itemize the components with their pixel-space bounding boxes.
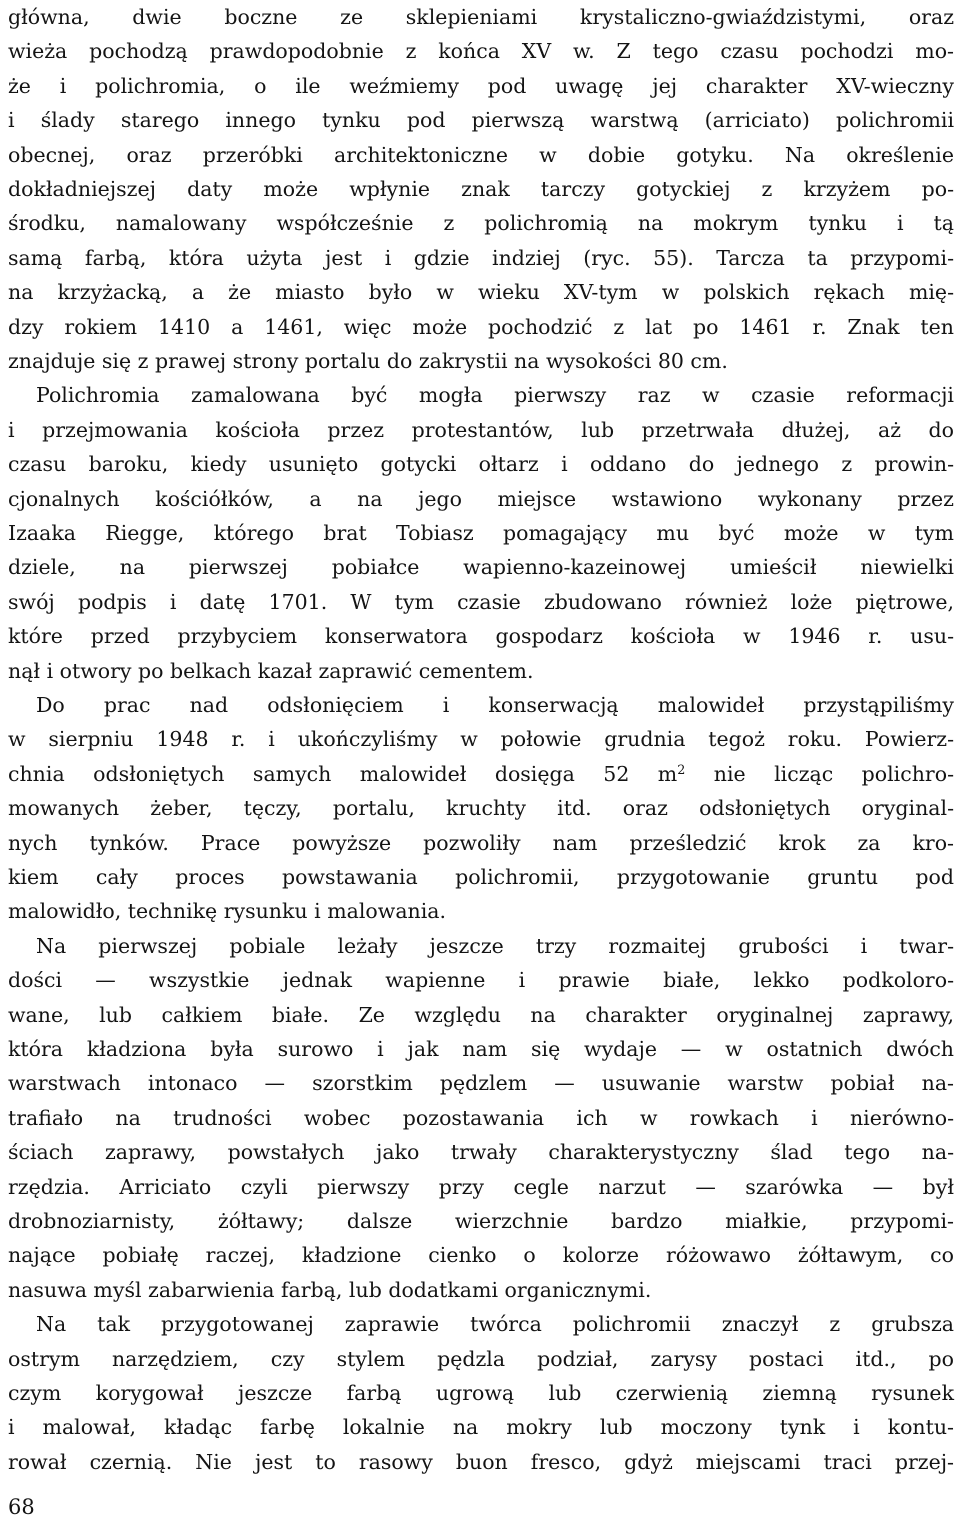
text-line: czym korygował jeszcze farbą ugrową lub czerwienią ziemną rysunek xyxy=(8,1381,954,1405)
text-line: dzy rokiem 1410 a 1461, więc może pochodzić z lat po 1461 r. Znak ten xyxy=(8,314,954,339)
text-line: cjonalnych kościółków, a na jego miejsce wstawiono wykonany przez xyxy=(8,486,954,511)
text-line: obecnej, oraz przeróbki architektoniczne w dobie gotyku. Na określenie xyxy=(8,142,954,167)
text-line: Polichromia zamalowana być mogła pierwszy raz w czasie reformacji xyxy=(36,383,954,408)
text-line: czasu baroku, kiedy usunięto gotycki ołtarz i oddano do jednego z prowin- xyxy=(8,452,954,477)
text-line: dokładniejszej daty może wpłynie znak tarczy gotyckiej z krzyżem po- xyxy=(8,177,954,201)
text-line: w sierpniu 1948 r. i ukończyliśmy w połowie grudnia tegoż roku. Powierz- xyxy=(8,727,954,752)
text-line: główna, dwie boczne ze sklepieniami krystaliczno-gwiaździstymi, oraz xyxy=(8,5,954,29)
text-line: drobnoziarnisty, żółtawy; dalsze wierzchnie bardzo miałkie, przypomi- xyxy=(8,1209,954,1233)
text-line: Na tak przygotowanej zaprawie twórca polichromii znaczył z grubsza xyxy=(36,1312,954,1337)
text-line: Izaaka Riegge, którego brat Tobiasz pomagający mu być może w tym xyxy=(8,521,954,545)
text-line: dziele, na pierwszej pobiałce wapienno-kazeinowej umieścił niewielki xyxy=(8,555,954,580)
text-line: chnia odsłoniętych samych malowideł dosięga 52 $m^2$ nie licząc polichro- xyxy=(8,761,954,786)
text-line: nasuwa myśl zabarwienia farbą, lub dodatkami organicznymi. xyxy=(8,1277,652,1302)
text-line: i przejmowania kościoła przez protestantów, lub przetrwała dłużej, aż do xyxy=(8,417,954,442)
text-line: ściach zaprawy, powstałych jako trwały charakterystyczny ślad tego na- xyxy=(8,1140,954,1165)
text-line: Na pierwszej pobiale leżały jeszcze trzy rozmaitej grubości i twar- xyxy=(36,933,954,958)
text-line: Do prac nad odsłonięciem i konserwacją malowideł przystąpiliśmy xyxy=(36,693,954,717)
text-line: wieża pochodzą prawdopodobnie z końca XV w. Z tego czasu pochodzi mo- xyxy=(8,39,954,64)
text-line: środku, namalowany współcześnie z polichromią na mokrym tynku i tą xyxy=(8,211,954,236)
text-line: nych tynków. Prace powyższe pozwoliły nam prześledzić krok za kro- xyxy=(8,830,954,855)
page-number: 68 xyxy=(8,1495,35,1519)
text-line: trafiało na trudności wobec pozostawania ich w rowkach i nierówno- xyxy=(8,1105,954,1130)
text-line: rzędzia. Arriciato czyli pierwszy przy cegle narzut — szarówka — był xyxy=(8,1174,954,1199)
text-line: mowanych żeber, tęczy, portalu, kruchty itd. oraz odsłoniętych oryginal- xyxy=(8,796,954,821)
text-line: że i polichromia, o ile weźmiemy pod uwagę jej charakter XV-wieczny xyxy=(8,73,954,98)
text-line: znajduje się z prawej strony portalu do zakrystii na wysokości 80 cm. xyxy=(8,349,728,373)
text-line: nął i otwory po belkach kazał zaprawić cementem. xyxy=(8,658,534,683)
text-line: swój podpis i datę 1701. W tym czasie zbudowano również loże piętrowe, xyxy=(8,589,954,614)
text-line: samą farbą, która użyta jest i gdzie indziej (ryc. 55). Tarcza ta przypomi- xyxy=(8,245,954,270)
text-line: nające pobiałę raczej, kładzione cienko o kolorze różowawo żółtawym, co xyxy=(8,1243,954,1268)
text-line: malowidło, technikę rysunku i malowania. xyxy=(8,899,447,924)
text-line: która kładziona była surowo i jak nam się wydaje — w ostatnich dwóch xyxy=(8,1037,954,1061)
text-line: i malował, kładąc farbę lokalnie na mokry lub moczony tynk i kontu- xyxy=(8,1415,954,1440)
text-line: na krzyżacką, a że miasto było w wieku XV-tym w polskich rękach mię- xyxy=(8,280,954,305)
text-line: które przed przybyciem konserwatora gospodarz kościoła w 1946 r. usu- xyxy=(8,624,954,649)
text-line: dości — wszystkie jednak wapienne i prawie białe, lekko podkoloro- xyxy=(8,968,954,993)
text-line: warstwach intonaco — szorstkim pędzlem — usuwanie warstw pobiał na- xyxy=(8,1071,954,1096)
text-line: kiem cały proces powstawania polichromii, przygotowanie gruntu pod xyxy=(8,865,954,889)
text-line: ostrym narzędziem, czy stylem pędzla podział, zarysy postaci itd., po xyxy=(8,1346,954,1371)
text-line: rował czernią. Nie jest to rasowy buon fresco, gdyż miejscami traci przej- xyxy=(8,1449,954,1474)
text-line: wane, lub całkiem białe. Ze względu na charakter oryginalnej zaprawy, xyxy=(8,1002,954,1027)
text-line: i ślady starego innego tynku pod pierwszą warstwą (arriciato) polichromii xyxy=(8,108,954,133)
